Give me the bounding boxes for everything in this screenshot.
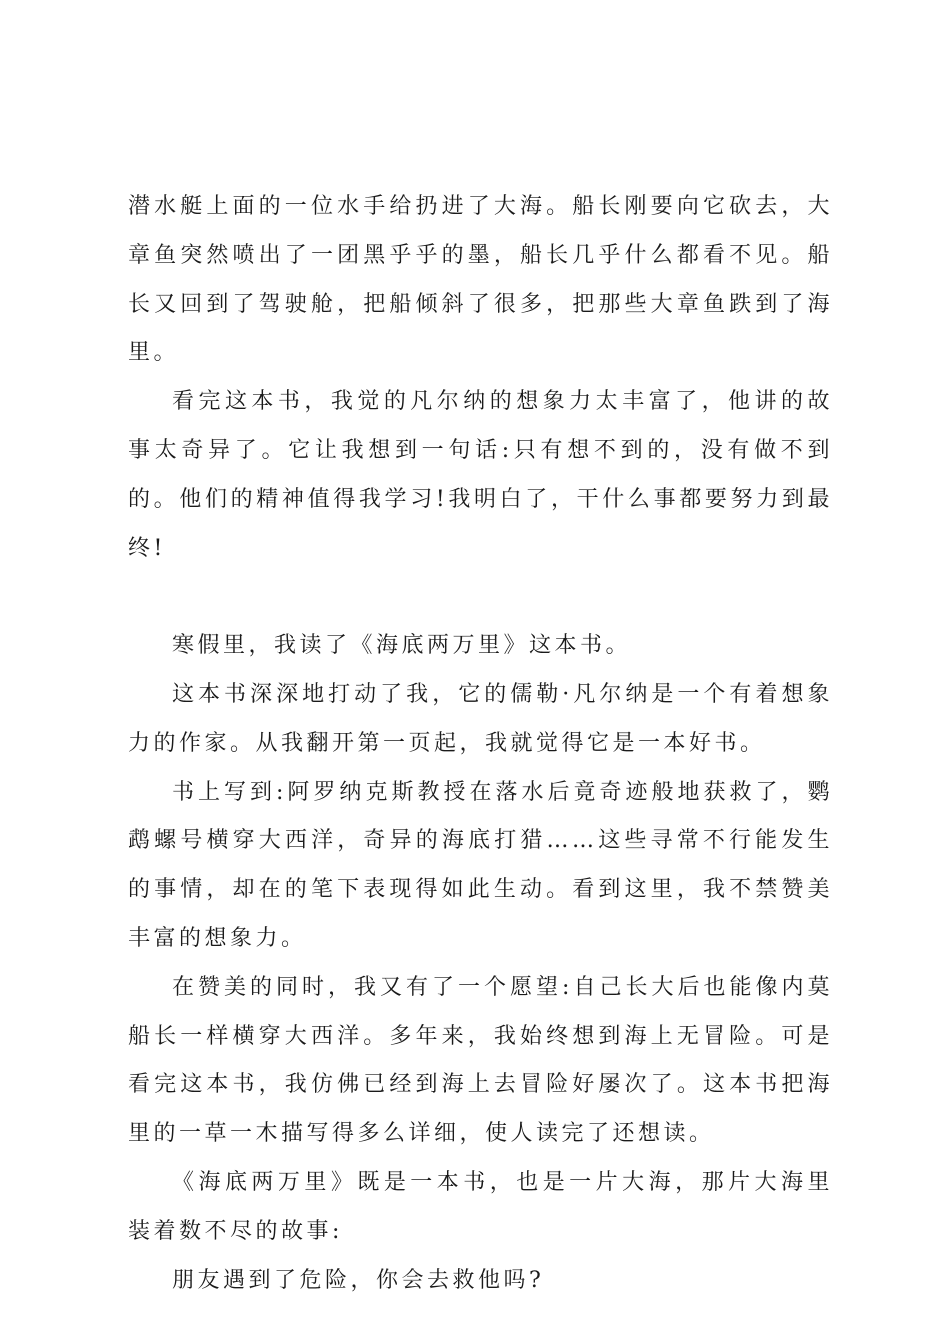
paragraph-continued: 潜水艇上面的一位水手给扔进了大海。船长刚要向它砍去，大章鱼突然喷出了一团黑乎乎的墨，船长几乎什么都看不见。船长又回到了驾驶舱，把船倾斜了很多，把那些大章鱼跌到了海里。 [128, 194, 833, 366]
paragraph: 朋友遇到了危险，你会去救他吗? [172, 1267, 545, 1293]
paragraph: 这本书深深地打动了我，它的儒勒·凡尔纳是一个有着想象力的作家。从我翻开第一页起，我就觉得它是一本好书。 [128, 681, 833, 756]
paragraph: 书上写到:阿罗纳克斯教授在落水后竟奇迹般地获救了，鹦鹉螺号横穿大西洋，奇异的海底打猎……这些寻常不行能发生的事情，却在的笔下表现得如此生动。看到这里，我不禁赞美丰富的想象力。 [128, 779, 833, 951]
paragraph: 《海底两万里》既是一本书，也是一片大海，那片大海里装着数不尽的故事: [128, 1169, 833, 1244]
paragraph: 寒假里，我读了《海底两万里》这本书。 [172, 633, 632, 659]
paragraph: 看完这本书，我觉的凡尔纳的想象力太丰富了，他讲的故事太奇异了。它让我想到一句话:只有想不到的，没有做不到的。他们的精神值得我学习!我明白了，干什么事都要努力到最终! [128, 389, 833, 561]
document-body [128, 183, 833, 1305]
paragraph: 在赞美的同时，我又有了一个愿望:自己长大后也能像内莫船长一样横穿大西洋。多年来，我始终想到海上无冒险。可是看完这本书，我仿佛已经到海上去冒险好屡次了。这本书把海里的一草一木描写得多么详细，使人读完了还想读。 [128, 974, 833, 1147]
